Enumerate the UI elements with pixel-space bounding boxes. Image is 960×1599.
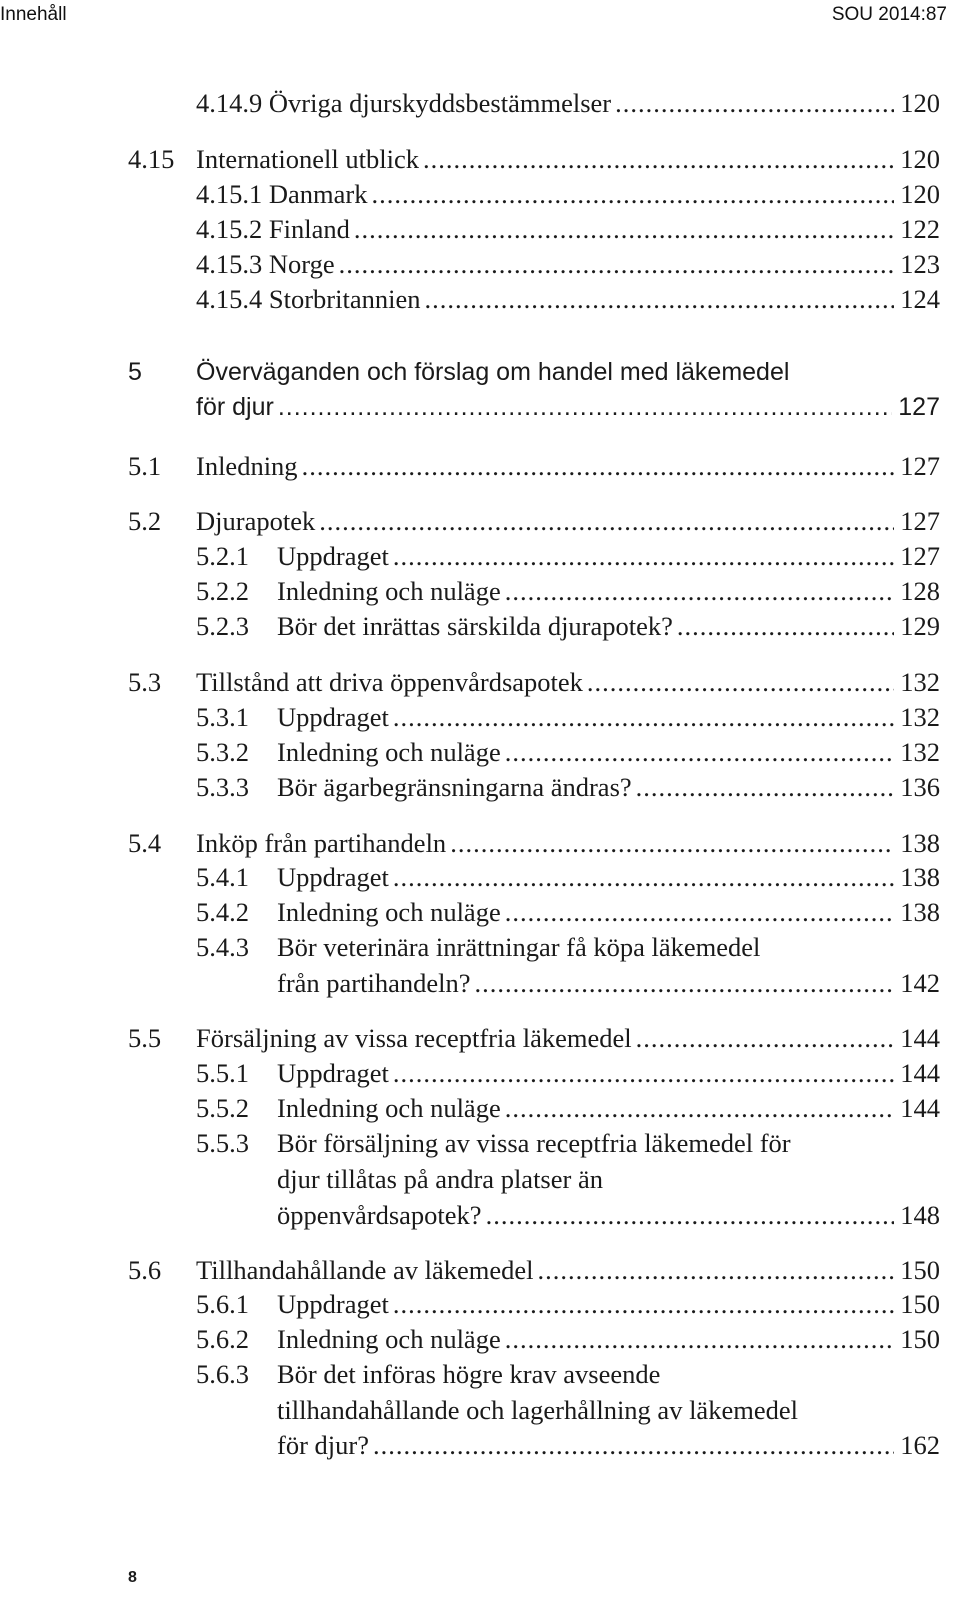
toc-entry-title: Bör veterinära inrättningar få köpa läkemedel (277, 932, 761, 962)
toc-entry-page: 132 (900, 737, 940, 767)
toc-entry[interactable] (196, 1093, 940, 1129)
toc-entry-page: 132 (900, 702, 940, 732)
toc-entry[interactable] (128, 1255, 940, 1291)
toc-entry[interactable] (277, 1164, 940, 1200)
toc-entry[interactable] (128, 667, 940, 703)
toc-entry-title-cont: öppenvårdsapotek? (277, 1200, 482, 1230)
dot-leader (505, 1093, 895, 1124)
toc-entry-number: 5.4.1 (196, 862, 249, 892)
dot-leader (393, 1058, 894, 1089)
dot-leader (677, 611, 894, 642)
toc-entry[interactable] (196, 576, 940, 612)
dot-leader (339, 249, 895, 280)
toc-entry-title: Försäljning av vissa receptfria läkemedel (196, 1023, 632, 1053)
dot-leader (505, 737, 895, 768)
toc-entry-page: 150 (900, 1289, 940, 1319)
toc-entry-title: Uppdraget (277, 702, 389, 732)
toc-entry-title: Inledning och nuläge (277, 897, 501, 927)
toc-entry[interactable] (128, 451, 940, 487)
toc-entry-title: Inköp från partihandeln (196, 828, 447, 858)
toc-entry-page: 127 (900, 451, 940, 481)
toc-entry-number: 4.15.4 (196, 284, 263, 314)
toc-entry[interactable] (196, 541, 940, 577)
toc-entry-number: 5.2.2 (196, 576, 249, 606)
toc-entry-number: 5.5.2 (196, 1093, 249, 1123)
toc-entry-number: 5.3.3 (196, 772, 249, 802)
toc-entry[interactable] (277, 968, 940, 1004)
toc-entry-page: 162 (900, 1430, 940, 1460)
toc-entry-page: 127 (900, 506, 940, 536)
dot-leader (393, 541, 894, 572)
toc-entry[interactable] (128, 506, 940, 542)
toc-chapter-page: 127 (898, 393, 940, 421)
toc-entry-page: 122 (900, 214, 940, 244)
toc-entry-title: Uppdraget (277, 862, 389, 892)
toc-entry-number: 5.2 (128, 506, 162, 536)
dot-leader (393, 702, 894, 733)
toc-entry-title-cont: djur tillåtas på andra platser än (277, 1164, 603, 1194)
header-section-title: Innehåll (0, 4, 67, 25)
dot-leader (636, 1023, 895, 1054)
dot-leader (486, 1200, 895, 1231)
toc-chapter-number: 5 (128, 358, 142, 386)
toc-entry-title: Bör ägarbegränsningarna ändras? (277, 772, 632, 802)
toc-entry-page: 124 (900, 284, 940, 314)
dot-leader (278, 393, 892, 422)
toc-entry-page: 120 (900, 88, 940, 118)
dot-leader (475, 968, 895, 999)
toc-entry[interactable] (196, 862, 940, 898)
toc-entry[interactable] (277, 1395, 940, 1431)
dot-leader (371, 179, 894, 210)
toc-entry[interactable] (196, 897, 940, 933)
toc-entry-page: 138 (900, 828, 940, 858)
toc-entry-title: Uppdraget (277, 1058, 389, 1088)
toc-entry[interactable] (196, 249, 940, 285)
toc-entry-number: 5.6.3 (196, 1359, 249, 1389)
toc-entry[interactable] (277, 1430, 940, 1466)
toc-entry-title: Tillstånd att driva öppenvårdsapotek (196, 667, 583, 697)
toc-entry-page: 132 (900, 667, 940, 697)
toc-entry-number: 5.3 (128, 667, 162, 697)
dot-leader (373, 1430, 894, 1461)
dot-leader (538, 1255, 895, 1286)
toc-chapter-title-cont: för djur (196, 393, 274, 421)
toc-entry[interactable] (128, 144, 940, 180)
toc-entry-page: 144 (900, 1058, 940, 1088)
toc-entry[interactable] (196, 1058, 940, 1094)
toc-entry-number: 5.3.2 (196, 737, 249, 767)
toc-entry-number: 5.4.2 (196, 897, 249, 927)
toc-entry[interactable] (277, 1200, 940, 1236)
toc-entry-page: 138 (900, 897, 940, 927)
toc-entry-number: 5.5.1 (196, 1058, 249, 1088)
toc-entry-title: Norge (268, 249, 335, 279)
toc-entry-title: Danmark (268, 179, 368, 209)
toc-entry[interactable] (196, 179, 940, 215)
toc-entry-number: 5.4.3 (196, 932, 249, 962)
toc-entry[interactable] (196, 1289, 940, 1325)
toc-entry-title: Djurapotek (196, 506, 316, 536)
toc-entry-number: 5.5 (128, 1023, 162, 1053)
toc-entry-number: 5.2.1 (196, 541, 249, 571)
toc-entry-title: Bör det inrättas särskilda djurapotek? (277, 611, 673, 641)
header-document-id: SOU 2014:87 (831, 4, 947, 25)
toc-entry[interactable] (196, 932, 940, 968)
toc-entry-number: 5.6.1 (196, 1289, 249, 1319)
toc-entry-title: Uppdraget (277, 541, 389, 571)
toc-entry-page: 123 (900, 249, 940, 279)
dot-leader (423, 144, 894, 175)
toc-entry[interactable] (196, 611, 940, 647)
toc-entry-title: Uppdraget (277, 1289, 389, 1319)
toc-entry-number: 5.5.3 (196, 1128, 249, 1158)
dot-leader (636, 772, 895, 803)
toc-entry-title-cont: tillhandahållande och lagerhållning av läkemedel (277, 1395, 798, 1425)
toc-entry-title-cont: från partihandeln? (277, 968, 471, 998)
toc-entry-number: 5.6 (128, 1255, 162, 1285)
toc-entry[interactable] (196, 284, 940, 320)
toc-entry-page: 138 (900, 862, 940, 892)
dot-leader (450, 828, 894, 859)
toc-entry-page: 150 (900, 1255, 940, 1285)
toc-entry-title: Inledning och nuläge (277, 1093, 501, 1123)
toc-entry-text: 4.14.9 (196, 88, 263, 118)
toc-entry-page: 136 (900, 772, 940, 802)
toc-entry-page: 120 (900, 144, 940, 174)
toc-entry-number: 4.15.2 (196, 214, 263, 244)
toc-entry[interactable] (128, 828, 940, 864)
toc-entry-title: Internationell utblick (196, 144, 419, 174)
toc-entry-number: 4.15.3 (196, 249, 263, 279)
dot-leader (319, 506, 894, 537)
toc-entry-title: Finland (268, 214, 350, 244)
toc-entry-title: Storbritannien (268, 284, 421, 314)
toc-entry-page: 144 (900, 1023, 940, 1053)
dot-leader (393, 1289, 894, 1320)
toc-entry[interactable] (196, 214, 940, 250)
toc-entry-title: Bör försäljning av vissa receptfria läkemedel för (277, 1128, 791, 1158)
toc-entry-title: Inledning och nuläge (277, 576, 501, 606)
toc-entry-number: 5.3.1 (196, 702, 249, 732)
toc-entry-page: 127 (900, 541, 940, 571)
toc-entry[interactable] (196, 88, 940, 124)
toc-entry-page: 148 (900, 1200, 940, 1230)
toc-entry-title: Tillhandahållande av läkemedel (196, 1255, 534, 1285)
toc-entry-number: 5.4 (128, 828, 162, 858)
toc-entry[interactable] (128, 1023, 940, 1059)
toc-entry[interactable] (196, 1324, 940, 1360)
toc-entry-page: 128 (900, 576, 940, 606)
toc-entry-page: 144 (900, 1093, 940, 1123)
toc-entry-title: Inledning (196, 451, 298, 481)
dot-leader (615, 88, 894, 119)
toc-entry-number: 5.1 (128, 451, 162, 481)
dot-leader (587, 667, 894, 698)
dot-leader (302, 451, 895, 482)
toc-entry-title: Övriga djurskyddsbestämmelser (268, 88, 612, 118)
toc-chapter[interactable] (128, 358, 940, 394)
toc-entry[interactable] (196, 702, 940, 738)
toc-entry-number: 5.6.2 (196, 1324, 249, 1354)
toc-entry-title: Bör det införas högre krav avseende (277, 1359, 661, 1389)
toc-entry-page: 120 (900, 179, 940, 209)
dot-leader (393, 862, 894, 893)
dot-leader (505, 576, 895, 607)
toc-entry-page: 150 (900, 1324, 940, 1354)
toc-entry-number: 5.2.3 (196, 611, 249, 641)
toc-chapter[interactable] (196, 393, 940, 429)
toc-chapter-title: Överväganden och förslag om handel med läkemedel (196, 358, 790, 386)
toc-entry[interactable] (196, 1128, 940, 1164)
toc-entry-page: 129 (900, 611, 940, 641)
dot-leader (505, 897, 895, 928)
toc-entry[interactable] (196, 737, 940, 773)
toc-entry-number: 4.15.1 (196, 179, 263, 209)
toc-entry-title: Inledning och nuläge (277, 737, 501, 767)
toc-entry-number: 4.15 (128, 144, 175, 174)
toc-entry[interactable] (196, 1359, 940, 1395)
dot-leader (354, 214, 894, 245)
dot-leader (425, 284, 895, 315)
toc-entry-title: Inledning och nuläge (277, 1324, 501, 1354)
toc-entry[interactable] (196, 772, 940, 808)
dot-leader (505, 1324, 895, 1355)
toc-entry-page: 142 (900, 968, 940, 998)
page-number: 8 (128, 1569, 137, 1586)
toc-entry-title-cont: för djur? (277, 1430, 369, 1460)
